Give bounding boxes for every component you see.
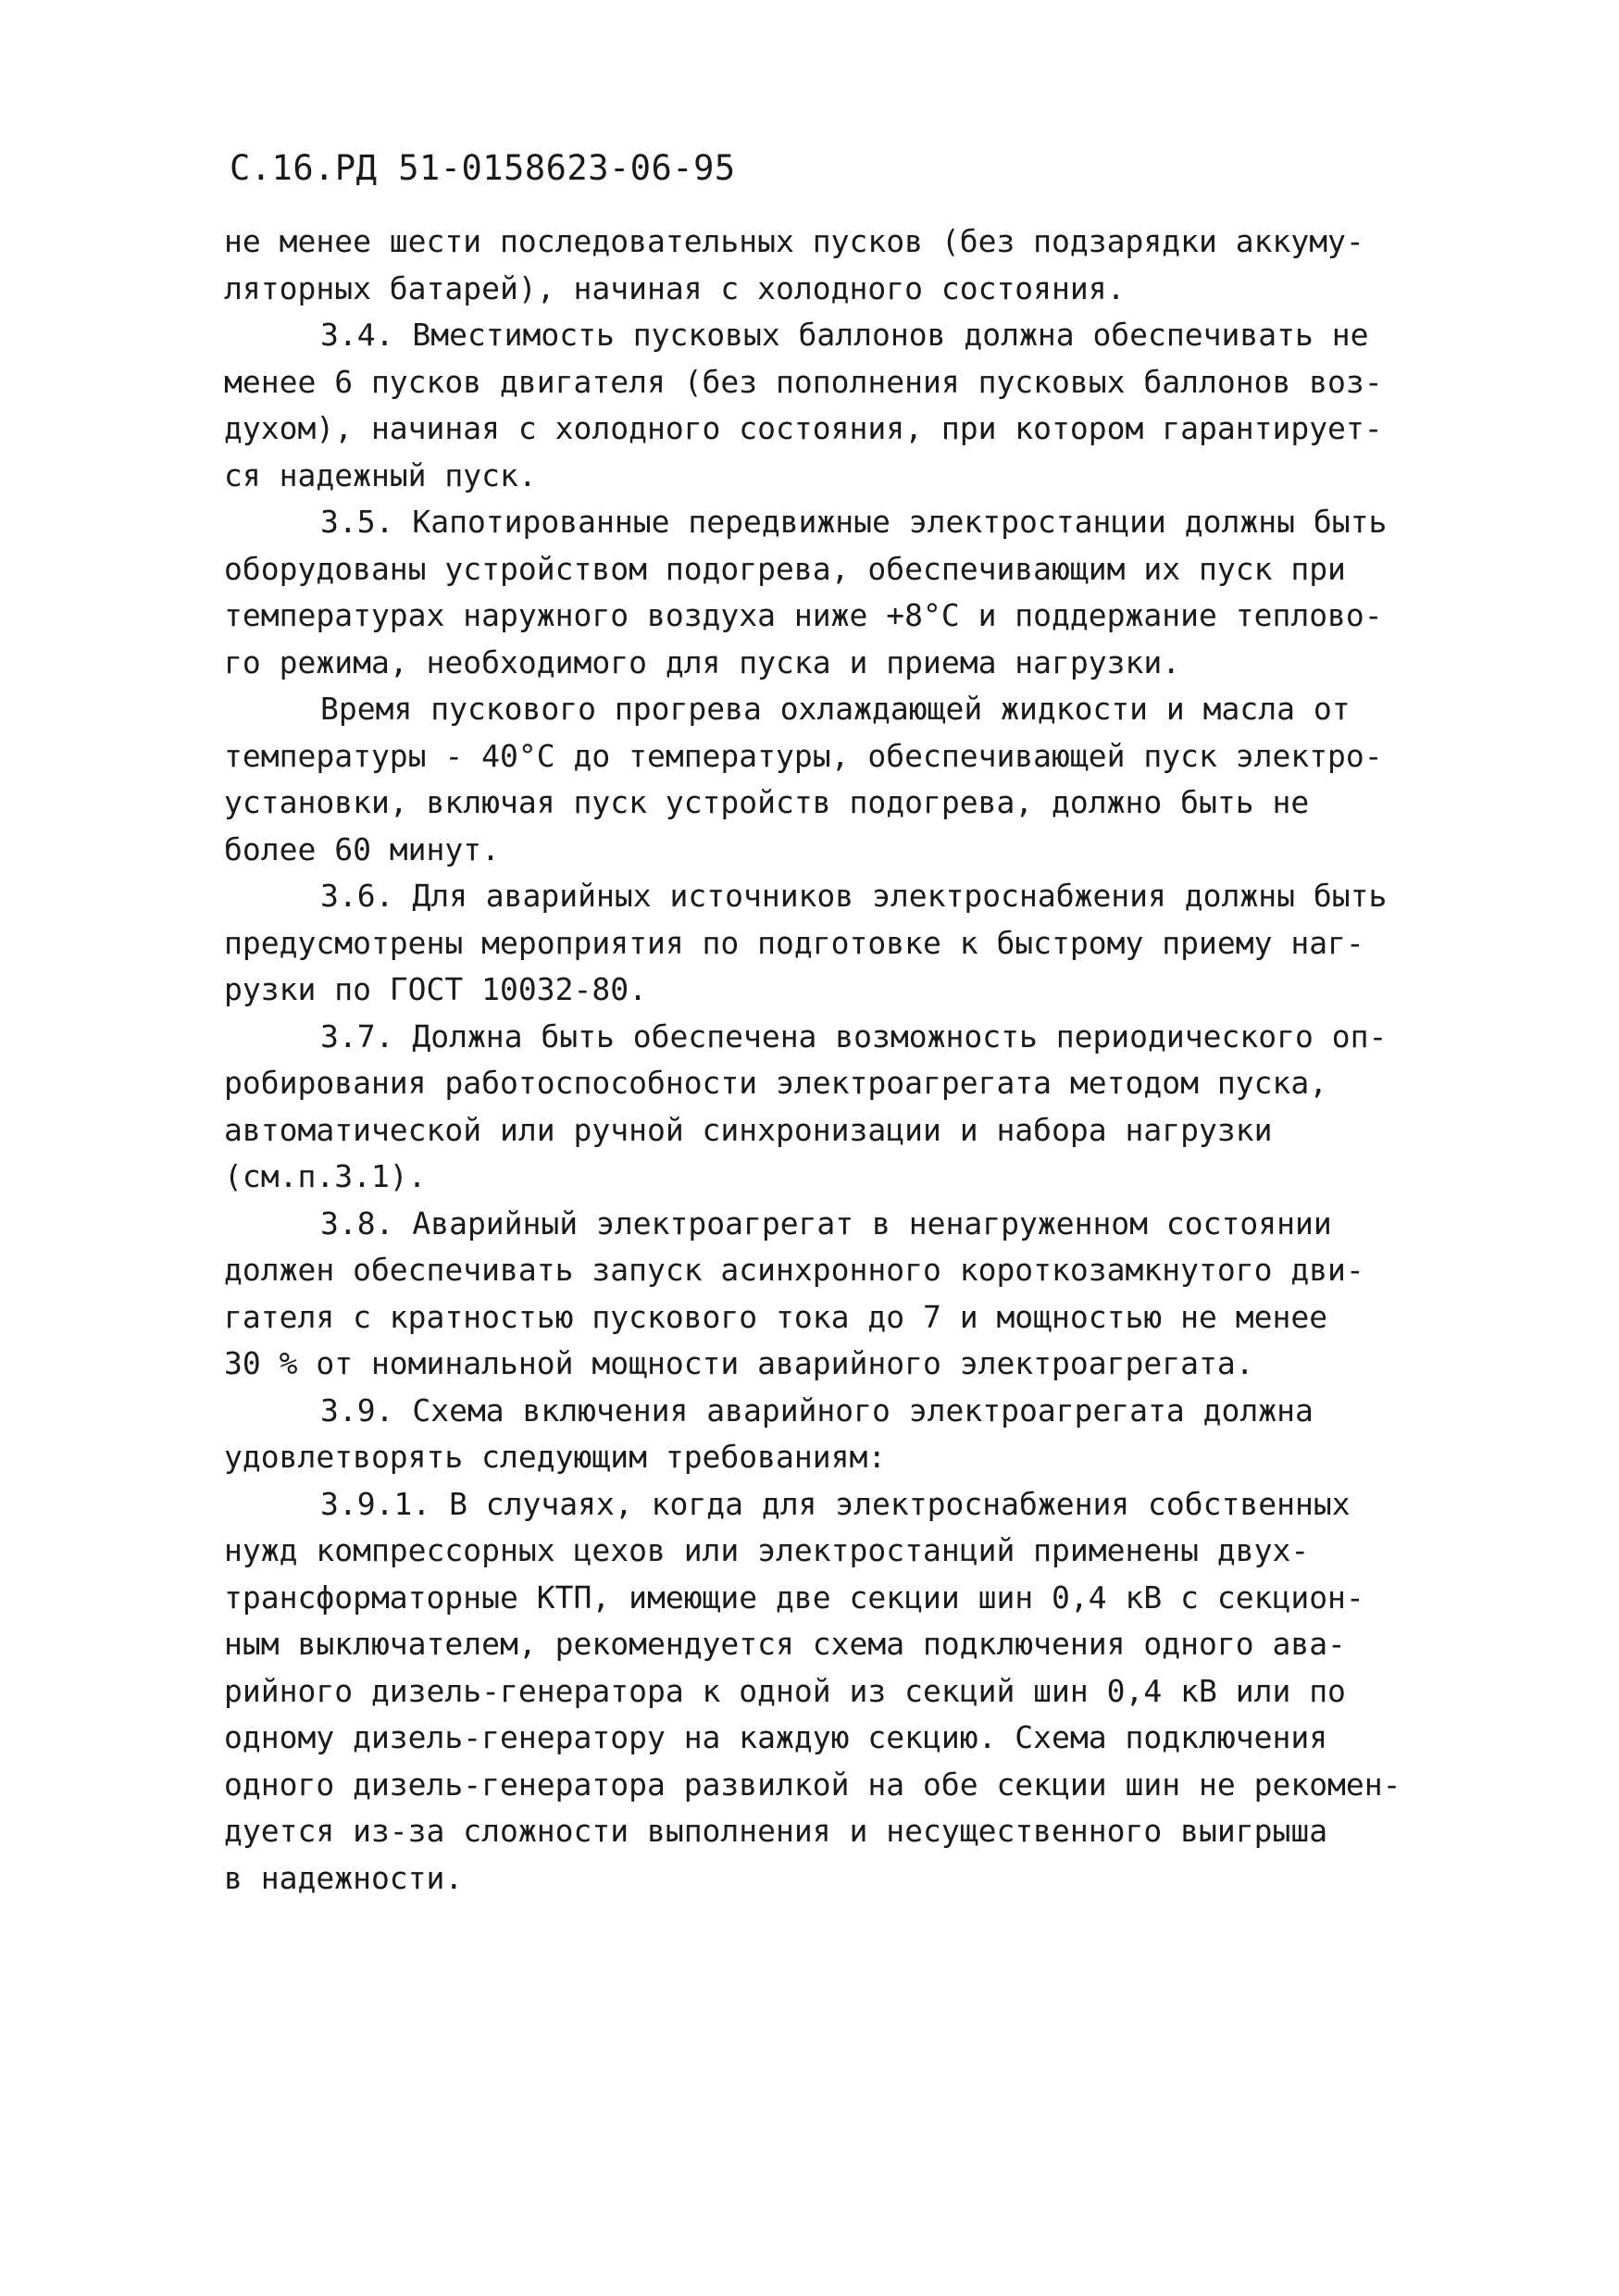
text-line: в надежности.	[224, 1859, 464, 1896]
text-line: 30 % от номинальной мощности аварийного электроагрегата.	[224, 1345, 1254, 1381]
text-line: автоматической или ручной синхронизации и набора нагрузки	[224, 1111, 1273, 1148]
text-line: духом), начиная с холодного состояния, при котором гарантирует-	[224, 410, 1383, 446]
text-line: предусмотрены мероприятия по подготовке к быстрому приему наг-	[224, 924, 1364, 961]
text-line: удовлетворять следующим требованиям:	[224, 1439, 887, 1475]
text-line: ся надежный пуск.	[224, 456, 537, 493]
text-line: дуется из-за сложности выполнения и несущественного выигрыша	[224, 1813, 1328, 1849]
text-line: (см.п.3.1).	[224, 1158, 427, 1194]
text-line: трансформаторные КТП, имеющие две секции шин 0,4 кВ с секцион-	[224, 1578, 1364, 1616]
text-line: оборудованы устройством подогрева, обеспечивающим их пуск при	[224, 550, 1346, 587]
text-line: гателя с кратностью пускового тока до 7 и мощностью не менее	[224, 1298, 1328, 1335]
text-line: Время пускового прогрева охлаждающей жидкости и масла от	[320, 691, 1351, 727]
text-line: 3.5. Капотированные передвижные электростанции должны быть	[320, 504, 1388, 540]
text-line: более 60 минут.	[224, 830, 501, 867]
text-line: одному дизель-генератору на каждую секцию. Схема подключения	[224, 1719, 1328, 1755]
text-line: одного дизель-генератора развилкой на обе секции шин не рекомен-	[224, 1766, 1401, 1803]
text-line: установки, включая пуск устройств подогрева, должно быть не	[224, 784, 1310, 820]
text-line: 3.9. Схема включения аварийного электроагрегата должна	[320, 1391, 1314, 1429]
text-line: температуры - 40°С до температуры, обеспечивающей пуск электро-	[224, 737, 1383, 774]
text-line: 3.4. Вместимость пусковых баллонов должна обеспечивать не	[320, 317, 1369, 353]
text-line: 3.8. Аварийный электроагрегат в ненагруженном состоянии	[320, 1204, 1332, 1242]
page-header: С.16.РД 51-0158623-06-95	[230, 148, 736, 188]
text-line: нужд компрессорных цехов или электростанций применены двух-	[224, 1532, 1310, 1568]
text-line: 3.6. Для аварийных источников электроснабжения должны быть	[320, 878, 1388, 914]
text-line: 3.9.1. В случаях, когда для электроснабжения собственных	[320, 1485, 1351, 1522]
text-line: робирования работоспособности электроагрегата методом пуска,	[224, 1065, 1328, 1101]
text-line: менее 6 пусков двигателя (без пополнения пусковых баллонов воз-	[224, 363, 1383, 400]
text-line: 3.7. Должна быть обеспечена возможность периодического оп-	[320, 1017, 1388, 1054]
text-line: ным выключателем, рекомендуется схема подключения одного ава-	[224, 1626, 1346, 1662]
text-line: рийного дизель-генератора к одной из секций шин 0,4 кВ или по	[224, 1672, 1346, 1709]
text-line: температурах наружного воздуха ниже +8°С и поддержание теплово-	[224, 597, 1383, 633]
text-line: не менее шести последовательных пусков (без подзарядки аккуму-	[224, 223, 1364, 259]
text-line: ляторных батарей), начиная с холодного состояния.	[224, 269, 1126, 306]
text-line: рузки по ГОСТ 10032-80.	[224, 971, 647, 1007]
text-line: должен обеспечивать запуск асинхронного короткозамкнутого дви-	[224, 1252, 1364, 1288]
text-line: го режима, необходимого для пуска и приема нагрузки.	[224, 643, 1181, 680]
body-text	[224, 218, 1427, 1902]
